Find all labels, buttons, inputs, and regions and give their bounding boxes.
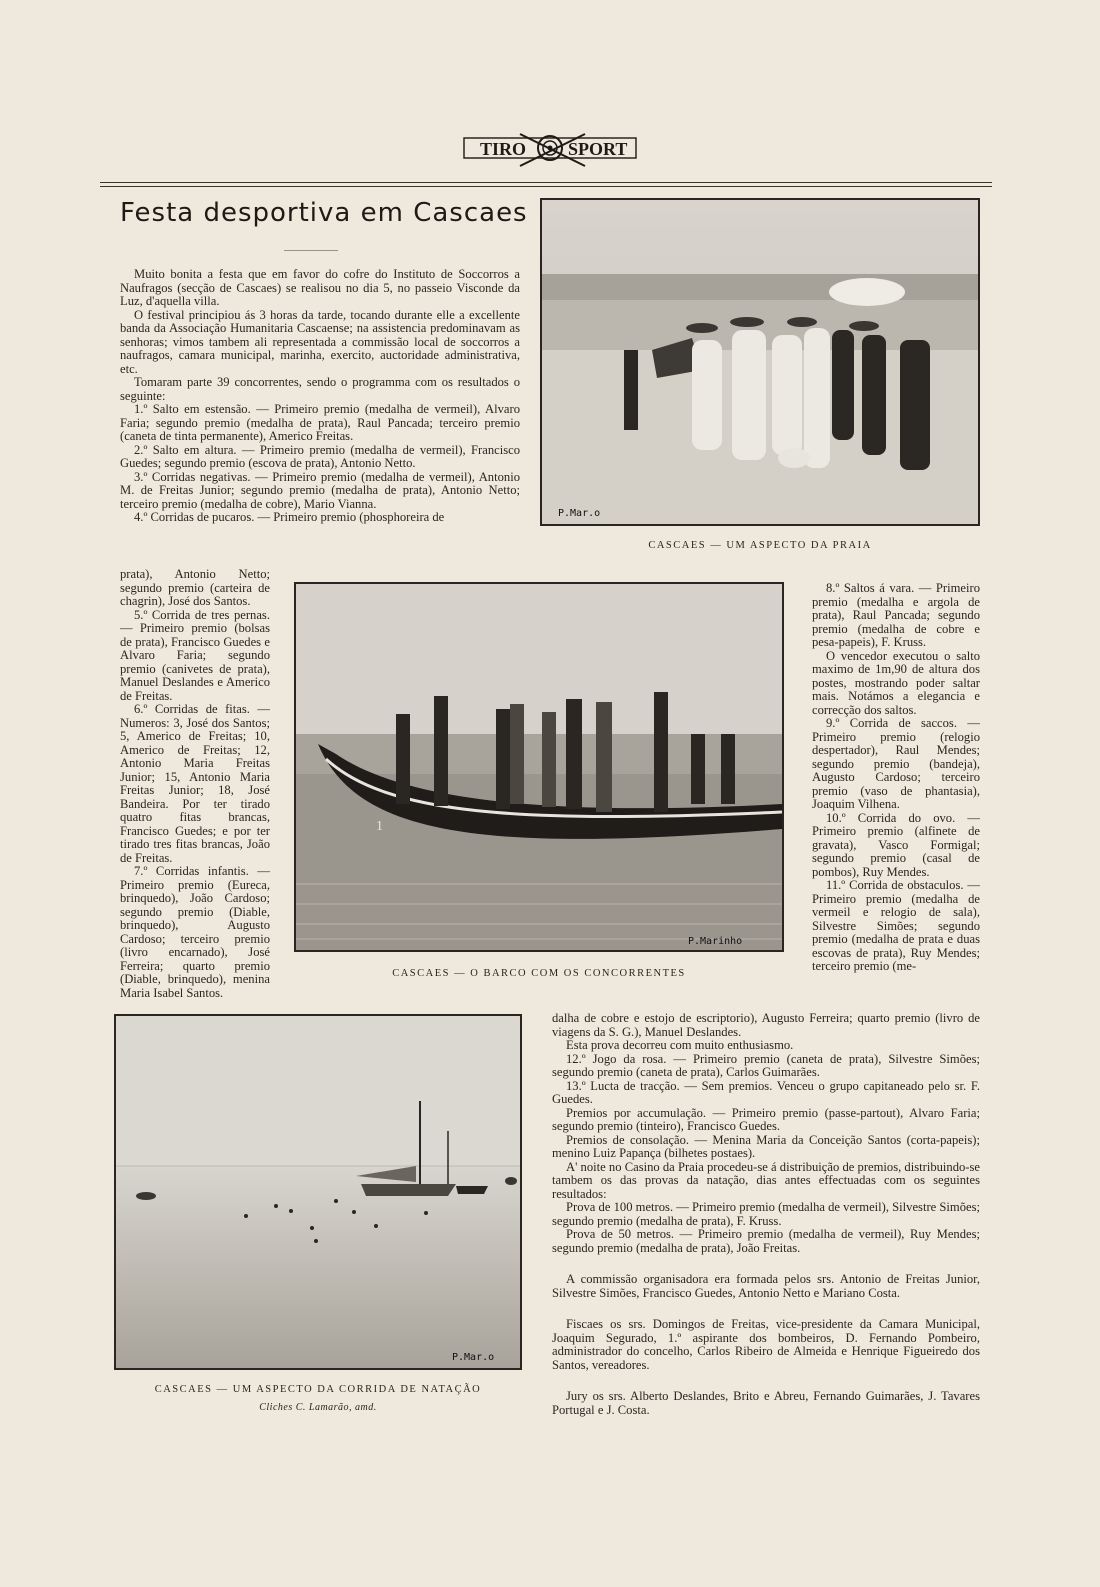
- photo-beach: [540, 198, 980, 526]
- article-column-3: [812, 582, 980, 974]
- masthead-logo: [460, 128, 640, 172]
- paragraph: 13.º Lucta de tracção. — Sem premios. Venceu o grupo capitaneado pelo sr. F. Guedes.: [552, 1078, 980, 1106]
- paragraph: prata), Antonio Netto; segundo premio (carteira de chagrin), José dos Santos.: [120, 567, 270, 608]
- article-column-1: [120, 268, 520, 525]
- paragraph: 12.º Jogo da rosa. — Primeiro premio (caneta de prata), Silvestre Simões; segundo premio (caneta de prata), Carlos Guimarães.: [552, 1051, 980, 1079]
- article-column-4: [552, 1012, 980, 1417]
- boat-scene-image: [296, 584, 782, 950]
- header-rule: [100, 182, 992, 183]
- photo-credit: Cliches C. Lamarão, amd.: [259, 1402, 377, 1413]
- photo-swimming-caption: CASCAES — UM ASPECTO DA CORRIDA DE NATAÇÃO: [154, 1384, 482, 1395]
- paragraph: 5.º Corrida de tres pernas. — Primeiro premio (bolsas de prata), Francisco Guedes e Alvaro Faria; segundo premio (canivetes de prata), Manuel Deslandes e Americo de Freitas.: [120, 607, 270, 703]
- title-rule: [284, 250, 338, 251]
- paragraph: dalha de cobre e estojo de escriptorio), Augusto Ferreira; quarto premio (livro de viagens da S. G.), Manuel Deslandes.: [552, 1011, 980, 1039]
- masthead-right: SPORT: [568, 139, 628, 159]
- paragraph: Prova de 100 metros. — Primeiro premio (medalha de vermeil), Silvestre Simões; segundo premio (medalha de prata), F. Kruss.: [552, 1200, 980, 1228]
- paragraph: A' noite no Casino da Praia procedeu-se á distribuição de premios, distribuindo-se tambem os das provas da natação, dias antes effectuadas com os seguintes resultados:: [552, 1159, 980, 1201]
- paragraph: Muito bonita a festa que em favor do cofre do Instituto de Soccorros a Naufragos (secção de Cascaes) se realisou no dia 5, no passeio Visconde da Luz, d'aquella villa.: [120, 267, 520, 308]
- photographer-signature: P.Marinho: [688, 936, 743, 947]
- photographer-signature: P.Mar.o: [558, 508, 601, 519]
- photo-boat: [294, 582, 784, 952]
- paragraph: O festival principiou ás 3 horas da tarde, tocando durante elle a excellente banda da Associação Humanitaria Cascaense; na assistencia predominavam as senhoras; vimos tambem ali representada a commissão local de soccorros a naufragos, camara municipal, marinha, exercito, auctoridade administrativa, etc.: [120, 307, 520, 376]
- photo-beach-caption: CASCAES — UM ASPECTO DA PRAIA: [648, 540, 872, 551]
- article-column-2: [120, 568, 270, 1000]
- paragraph: 8.º Saltos á vara. — Primeiro premio (medalha e argola de prata), Raul Pancada; segundo premio (medalha de cobre e pesa-papeis), F. Kruss.: [812, 581, 980, 649]
- paragraph: Premios por accumulação. — Primeiro premio (passe-partout), Alvaro Faria; segundo premio (tinteiro), Francisco Guedes.: [552, 1105, 980, 1133]
- beach-scene-image: [542, 200, 978, 524]
- photographer-signature: P.Mar.o: [452, 1352, 495, 1363]
- paragraph: Esta prova decorreu com muito enthusiasmo.: [566, 1038, 794, 1052]
- paragraph: 1.º Salto em estensão. — Primeiro premio (medalha de vermeil), Alvaro Faria; segundo premio (medalha de prata), Raul Pancada; terceiro premio (caneta de tinta permanente), Americo Freitas.: [120, 402, 520, 443]
- paragraph: Fiscaes os srs. Domingos de Freitas, vice-presidente da Camara Municipal, Joaquim Segurado, 1.º aspirante dos bombeiros, D. Fernando Pombeiro, administrador do concelho, Carlos Ribeiro de Almeida e Henrique Figueiredo dos Santos, vereadores.: [552, 1317, 980, 1372]
- paragraph: 2.º Salto em altura. — Primeiro premio (medalha de vermeil), Francisco Guedes; segundo premio (escova de prata), Antonio Netto.: [120, 442, 520, 470]
- paragraph: Premios de consolação. — Menina Maria da Conceição Santos (corta-papeis); menino Luiz Papança (bilhetes postaes).: [552, 1132, 980, 1160]
- paragraph: 10.º Corrida do ovo. — Primeiro premio (alfinete de gravata), Vasco Formigal; segundo premio (casal de pombos), Ruy Mendes.: [812, 810, 980, 879]
- paragraph: 6.º Corridas de fitas. — Numeros: 3, José dos Santos; 5, Americo de Freitas; 10, Americo de Freitas; 12, Antonio Maria Freitas Junior; 15, Antonio Maria Freitas Junior; 18, José Bandeira. Por ter tirado quatro fitas brancas, Francisco Guedes; e por ter tirado tres fitas brancas, João de Freitas.: [120, 702, 270, 865]
- paragraph: 9.º Corrida de saccos. — Primeiro premio (relogio despertador), Raul Mendes; segundo premio (bandeja), Augusto Cardoso; terceiro premio (vaso de phantasia), Joaquim Vilhena.: [812, 716, 980, 811]
- paragraph: 7.º Corridas infantis. — Primeiro premio (Eureca, brinquedo), João Cardoso; segundo premio (Diable, brinquedo), Augusto Cardoso; terceiro premio (livro encarnado), José Ferreira; quarto premio (Diable, brinquedo), menina Maria Isabel Santos.: [120, 864, 270, 1000]
- photo-swimming: [114, 1014, 522, 1370]
- paragraph: A commissão organisadora era formada pelos srs. Antonio de Freitas Junior, Silvestre Simões, Francisco Guedes, Antonio Netto e Mariano Costa.: [552, 1272, 980, 1300]
- header-rule-2: [100, 186, 992, 187]
- paragraph: 11.º Corrida de obstaculos. — Primeiro premio (medalha de vermeil e relogio de sala), Silvestre Simões; segundo premio (medalha de prata e duas escovas de prata), Ruy Mendes; terceiro premio (me-: [812, 878, 980, 973]
- paragraph: O vencedor executou o salto maximo de 1m,90 de altura dos postes, mostrando poder saltar mais. Notámos a elegancia e correcção dos saltos.: [812, 648, 980, 717]
- paragraph: Prova de 50 metros. — Primeiro premio (medalha de vermeil), Ruy Mendes; segundo premio (medalha de prata), João Freitas.: [552, 1227, 980, 1255]
- masthead-left: TIRO: [480, 139, 527, 159]
- paragraph: Tomaram parte 39 concorrentes, sendo o programma com os resultados o seguinte:: [120, 375, 520, 403]
- photo-boat-caption: CASCAES — O BARCO COM OS CONCORRENTES: [392, 968, 686, 979]
- paragraph: Jury os srs. Alberto Deslandes, Brito e Abreu, Fernando Guimarães, J. Tavares Portugal e J. Costa.: [552, 1389, 980, 1417]
- paragraph: 3.º Corridas negativas. — Primeiro premio (medalha de vermeil), Antonio M. de Freitas Junior; segundo premio (medalha de prata), Antonio Netto; terceiro premio (medalha de cobre), Mario Vianna.: [120, 469, 520, 511]
- svg-text:1: 1: [376, 819, 383, 834]
- article-title: Festa desportiva em Cascaes: [120, 198, 528, 228]
- paragraph: 4.º Corridas de pucaros. — Primeiro premio (phosphoreira de: [134, 510, 445, 524]
- swimming-scene-image: [116, 1016, 520, 1368]
